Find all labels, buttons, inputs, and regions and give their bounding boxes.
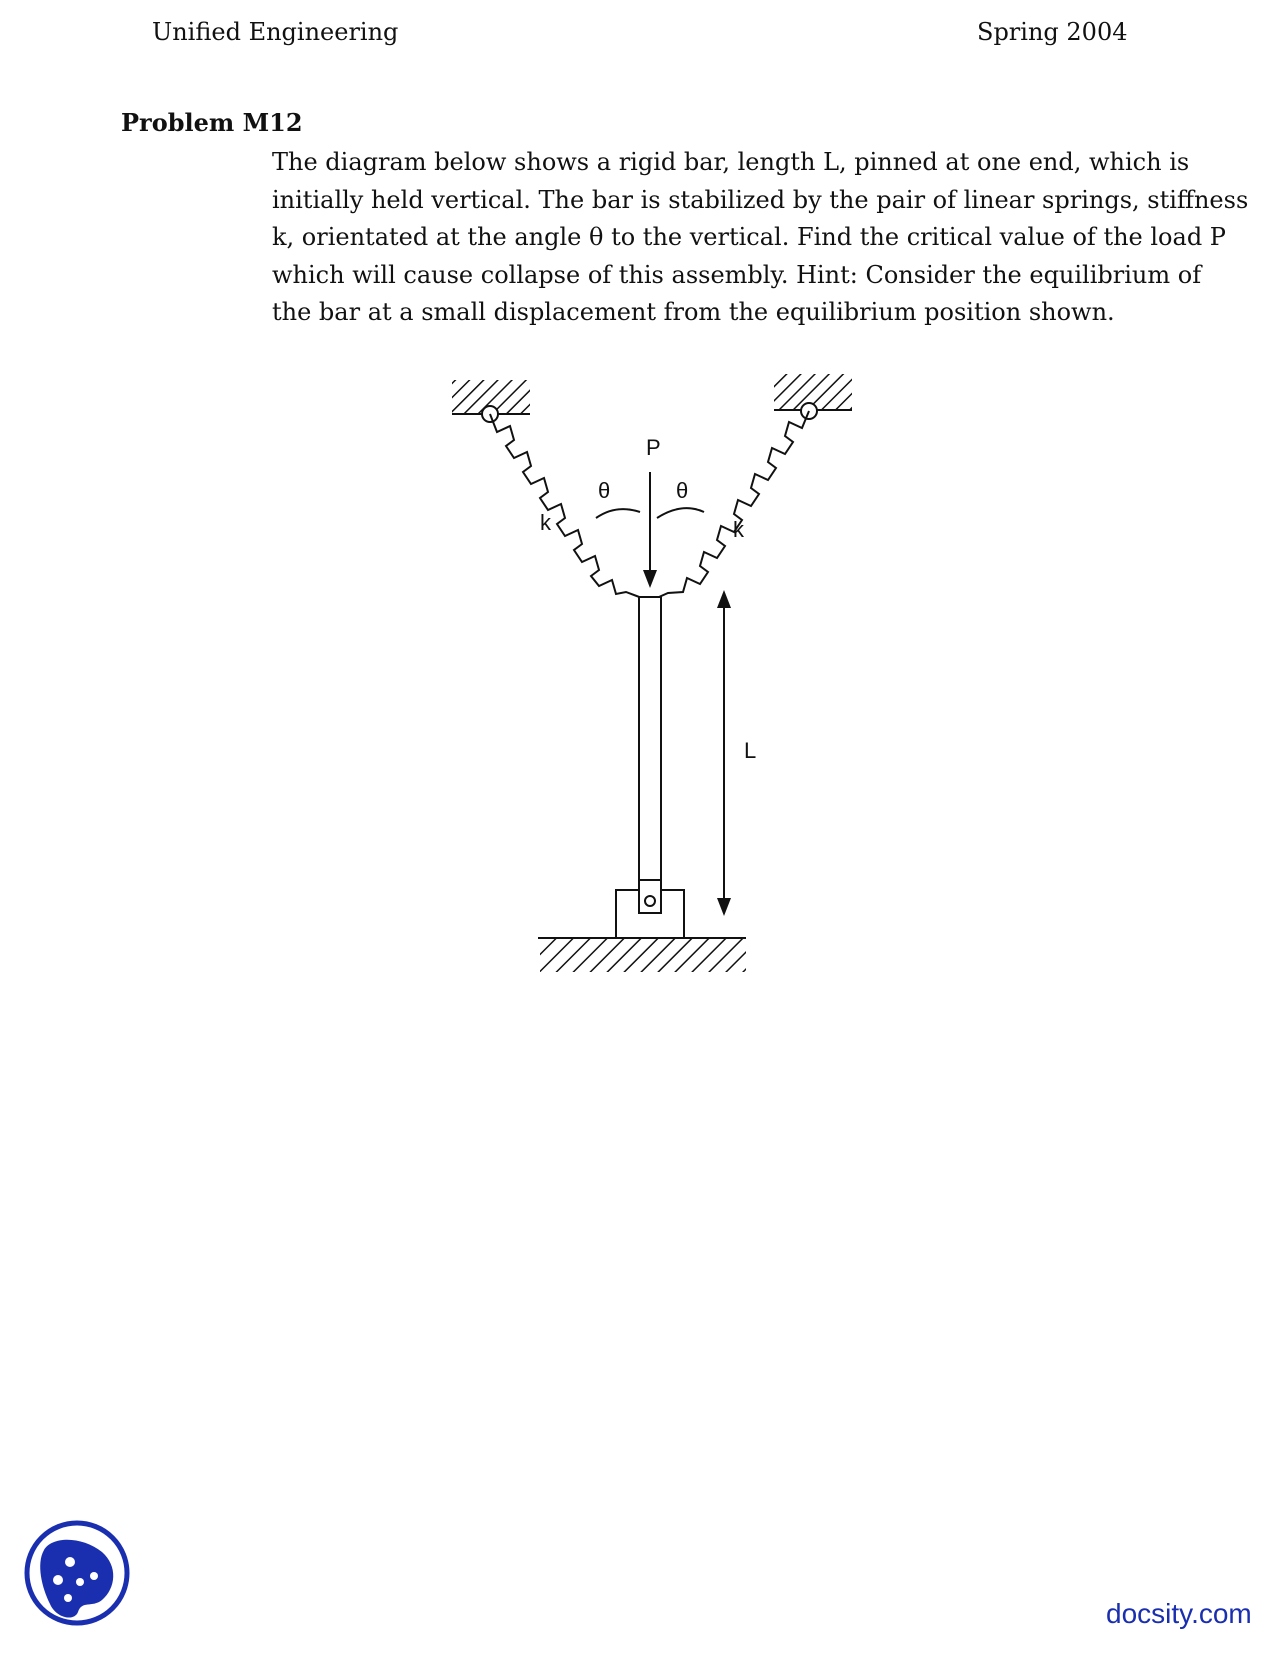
left-angle-arc: [596, 509, 640, 518]
length-label: L: [744, 738, 757, 763]
header-term: Spring 2004: [977, 18, 1128, 46]
problem-line: initially held vertical. The bar is stabilized by the pair of linear springs, stiffness: [272, 185, 1249, 214]
rigid-bar: [639, 597, 661, 913]
header-course-title: Unified Engineering: [152, 18, 399, 46]
right-angle-arc: [657, 508, 704, 518]
problem-line: The diagram below shows a rigid bar, length L, pinned at one end, which is: [272, 148, 1190, 176]
base-pin: [645, 896, 655, 906]
docsity-logo-icon: [22, 1518, 132, 1628]
left-spring: [490, 414, 650, 601]
theta-left-label: θ: [598, 478, 611, 503]
spring-left-label: k: [540, 510, 551, 535]
ground-support: [538, 938, 746, 972]
load-arrow: [643, 472, 657, 588]
spring-right-label: k: [733, 517, 744, 542]
length-dimension-arrow: [717, 590, 731, 916]
problem-title: Problem M12: [121, 108, 303, 137]
problem-line: the bar at a small displacement from the equilibrium position shown.: [272, 298, 1115, 326]
problem-line: which will cause collapse of this assembly. Hint: Consider the equilibrium of: [272, 260, 1202, 289]
problem-line: k, orientated at the angle θ to the vertical. Find the critical value of the load P: [272, 223, 1226, 251]
docsity-watermark[interactable]: docsity.com: [1106, 1598, 1252, 1629]
theta-right-label: θ: [676, 478, 689, 503]
load-label: P: [646, 435, 661, 460]
right-spring: [650, 411, 809, 601]
